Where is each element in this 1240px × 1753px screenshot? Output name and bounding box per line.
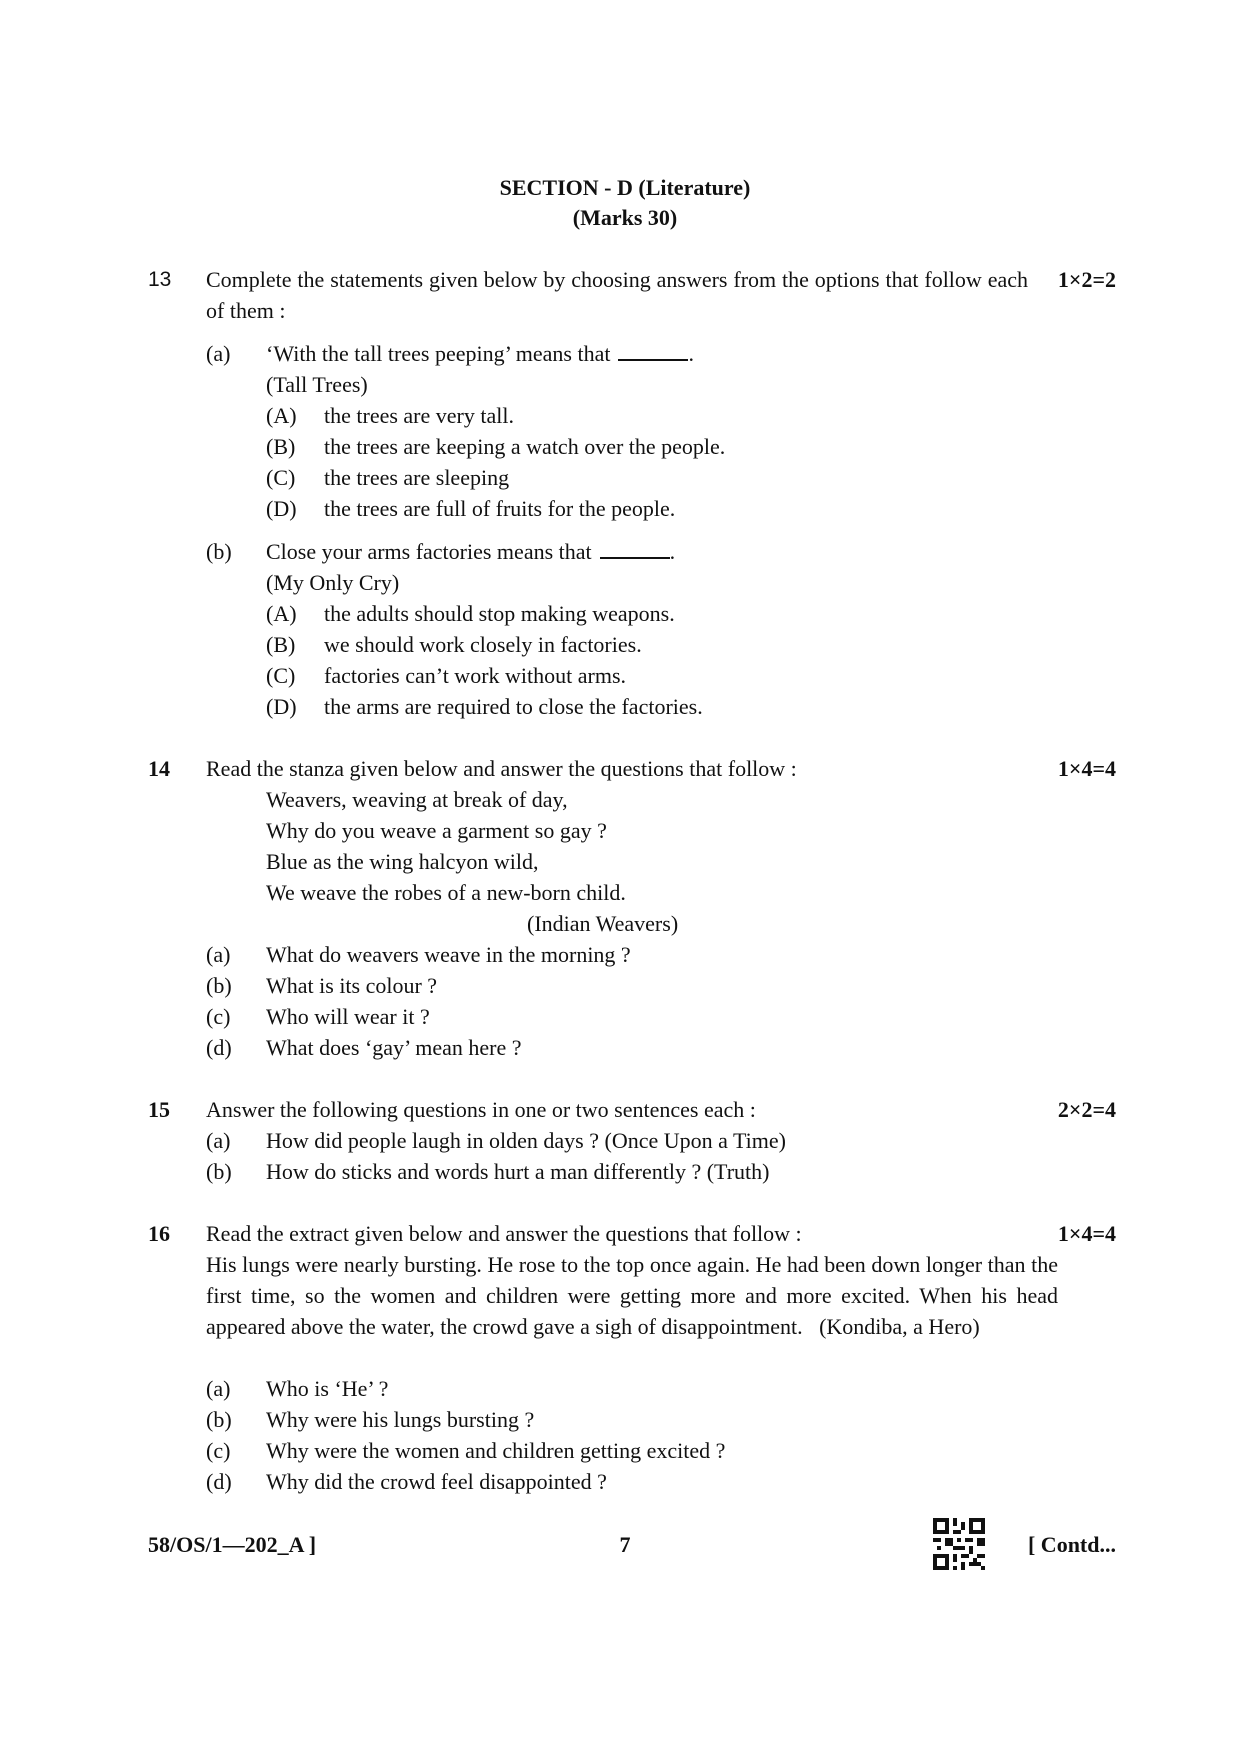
question-label: (a): [206, 1128, 231, 1153]
stanza-line: Why do you weave a garment so gay ?: [266, 818, 607, 843]
question-13-marks: 1×2=2: [1057, 267, 1116, 292]
stanza-source: (Indian Weavers): [527, 911, 679, 936]
option-label: (A): [266, 403, 297, 428]
question-13-number: 13: [148, 268, 172, 291]
option-text: the adults should stop making weapons.: [324, 601, 675, 626]
question-text: Who is ‘He’ ?: [266, 1376, 389, 1401]
question-text: Who will wear it ?: [266, 1004, 430, 1029]
question-label: (b): [206, 973, 232, 998]
question-14-number: 14: [148, 756, 170, 781]
option-text: the trees are sleeping: [324, 465, 510, 490]
option-label: (D): [266, 496, 297, 521]
question-13b-source: (My Only Cry): [266, 570, 400, 595]
option-text: the trees are full of fruits for the people.: [324, 496, 676, 521]
question-16-stem: Read the extract given below and answer the questions that follow :: [206, 1221, 802, 1246]
question-text: Why were the women and children getting excited ?: [266, 1438, 726, 1463]
question-14-stem: Read the stanza given below and answer the questions that follow :: [206, 756, 797, 781]
section-title: SECTION - D (Literature): [499, 175, 751, 200]
stanza-line: Blue as the wing halcyon wild,: [266, 849, 539, 874]
qr-code-icon: [933, 1518, 985, 1570]
option-text: the trees are very tall.: [324, 403, 514, 428]
option-label: (C): [266, 465, 296, 490]
question-16-number: 16: [148, 1221, 170, 1246]
option-text: we should work closely in factories.: [324, 632, 642, 657]
question-text: How do sticks and words hurt a man differently ? (Truth): [266, 1159, 770, 1184]
prose-extract: His lungs were nearly bursting. He rose to the top once again. He had been down longer than the first time, so the women and children were getting more and more excited. When his head appeared above the water, the crowd gave a sigh of disappointment. (Kondiba, a Hero): [206, 1252, 1058, 1339]
option-text: the trees are keeping a watch over the people.: [324, 434, 726, 459]
question-label: (b): [206, 1407, 232, 1432]
question-13-stem: Complete the statements given below by choosing answers from the options that follow each of them :: [206, 267, 1028, 323]
answer-blank: [600, 537, 670, 559]
question-text: Why were his lungs bursting ?: [266, 1407, 535, 1432]
option-label: (B): [266, 632, 296, 657]
question-text: How did people laugh in olden days ? (Once Upon a Time): [266, 1128, 786, 1153]
question-13b-text: Close your arms factories means that .: [266, 539, 676, 564]
page-number: 7: [619, 1532, 631, 1557]
extract-source: (Kondiba, a Hero): [819, 1314, 980, 1339]
answer-blank: [618, 339, 688, 361]
question-label: (b): [206, 1159, 232, 1184]
question-label: (a): [206, 1376, 231, 1401]
paper-code: 58/OS/1—202_A ]: [148, 1532, 317, 1557]
question-text: What is its colour ?: [266, 973, 438, 998]
question-15-number: 15: [148, 1097, 170, 1122]
option-text: factories can’t work without arms.: [324, 663, 627, 688]
continued-label: [ Contd...: [1027, 1532, 1116, 1557]
question-13a-source: (Tall Trees): [266, 372, 368, 397]
question-label: (d): [206, 1469, 232, 1494]
question-label: (d): [206, 1035, 232, 1060]
question-15-stem: Answer the following questions in one or two sentences each :: [206, 1097, 756, 1122]
question-16-marks: 1×4=4: [1057, 1221, 1116, 1246]
question-label: (c): [206, 1438, 231, 1463]
stanza-line: We weave the robes of a new-born child.: [266, 880, 626, 905]
option-label: (D): [266, 694, 297, 719]
question-label: (a): [206, 942, 231, 967]
question-13a-label: (a): [206, 341, 231, 366]
question-text: Why did the crowd feel disappointed ?: [266, 1469, 607, 1494]
question-14-marks: 1×4=4: [1057, 756, 1116, 781]
stanza-line: Weavers, weaving at break of day,: [266, 787, 568, 812]
question-15-marks: 2×2=4: [1057, 1097, 1116, 1122]
option-label: (A): [266, 601, 297, 626]
question-label: (c): [206, 1004, 231, 1029]
option-text: the arms are required to close the factories.: [324, 694, 703, 719]
section-marks: (Marks 30): [572, 205, 678, 230]
question-13a-text: ‘With the tall trees peeping’ means that .: [266, 341, 694, 366]
question-text: What do weavers weave in the morning ?: [266, 942, 631, 967]
option-label: (B): [266, 434, 296, 459]
option-label: (C): [266, 663, 296, 688]
question-13b-label: (b): [206, 539, 232, 564]
question-text: What does ‘gay’ mean here ?: [266, 1035, 522, 1060]
